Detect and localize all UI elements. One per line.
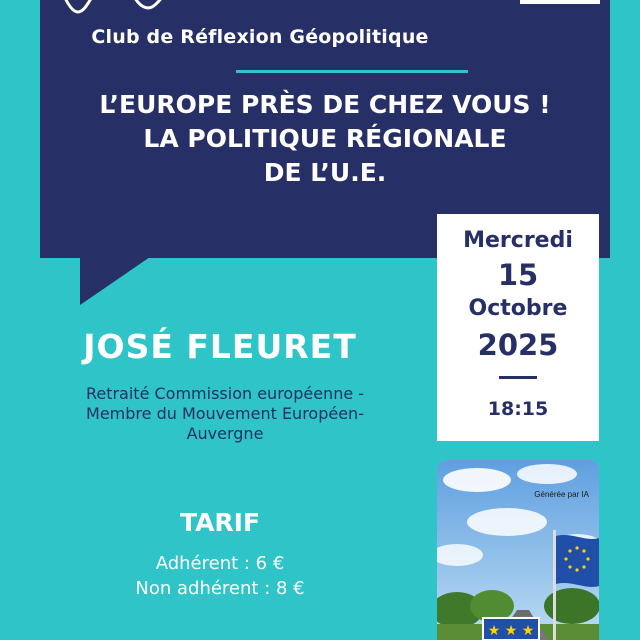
date-day: Mercredi xyxy=(463,228,573,253)
title-line-3: DE L’U.E. xyxy=(263,158,387,187)
date-number: 15 xyxy=(497,258,539,292)
club-name: Club de Réflexion Géopolitique xyxy=(91,26,429,48)
eu-flag-road-photo xyxy=(437,460,599,640)
tarif-member-price: Adhérent : 6 € xyxy=(155,553,285,574)
speaker-name: JOSÉ FLEURET xyxy=(83,327,357,366)
date-card xyxy=(437,214,599,441)
script-logo-fragment xyxy=(52,0,192,22)
tarif-non-member-price: Non adhérent : 8 € xyxy=(135,578,305,599)
header-white-tab xyxy=(520,0,600,4)
title-line-1: L’EUROPE PRÈS DE CHEZ VOUS ! xyxy=(99,90,551,119)
date-year: 2025 xyxy=(477,328,559,362)
tarif-title: TARIF xyxy=(179,508,261,537)
date-time: 18:15 xyxy=(487,398,549,420)
speech-bubble-tail xyxy=(80,257,150,305)
speaker-role xyxy=(20,384,430,444)
date-month: Octobre xyxy=(468,296,568,321)
speaker-role-line-2: Membre du Mouvement Européen- xyxy=(86,404,364,423)
event-title xyxy=(40,88,610,190)
date-divider xyxy=(499,376,537,379)
svg-text:★ ★ ★: ★ ★ ★ xyxy=(487,623,535,639)
speaker-role-line-1: Retraité Commission européenne - xyxy=(85,384,365,403)
divider-line xyxy=(236,70,468,73)
ai-generated-caption: Générée par IA xyxy=(534,490,589,499)
speaker-role-line-3: Auvergne xyxy=(186,424,264,443)
title-line-2: LA POLITIQUE RÉGIONALE xyxy=(143,124,507,153)
photo-illustration xyxy=(437,460,599,640)
